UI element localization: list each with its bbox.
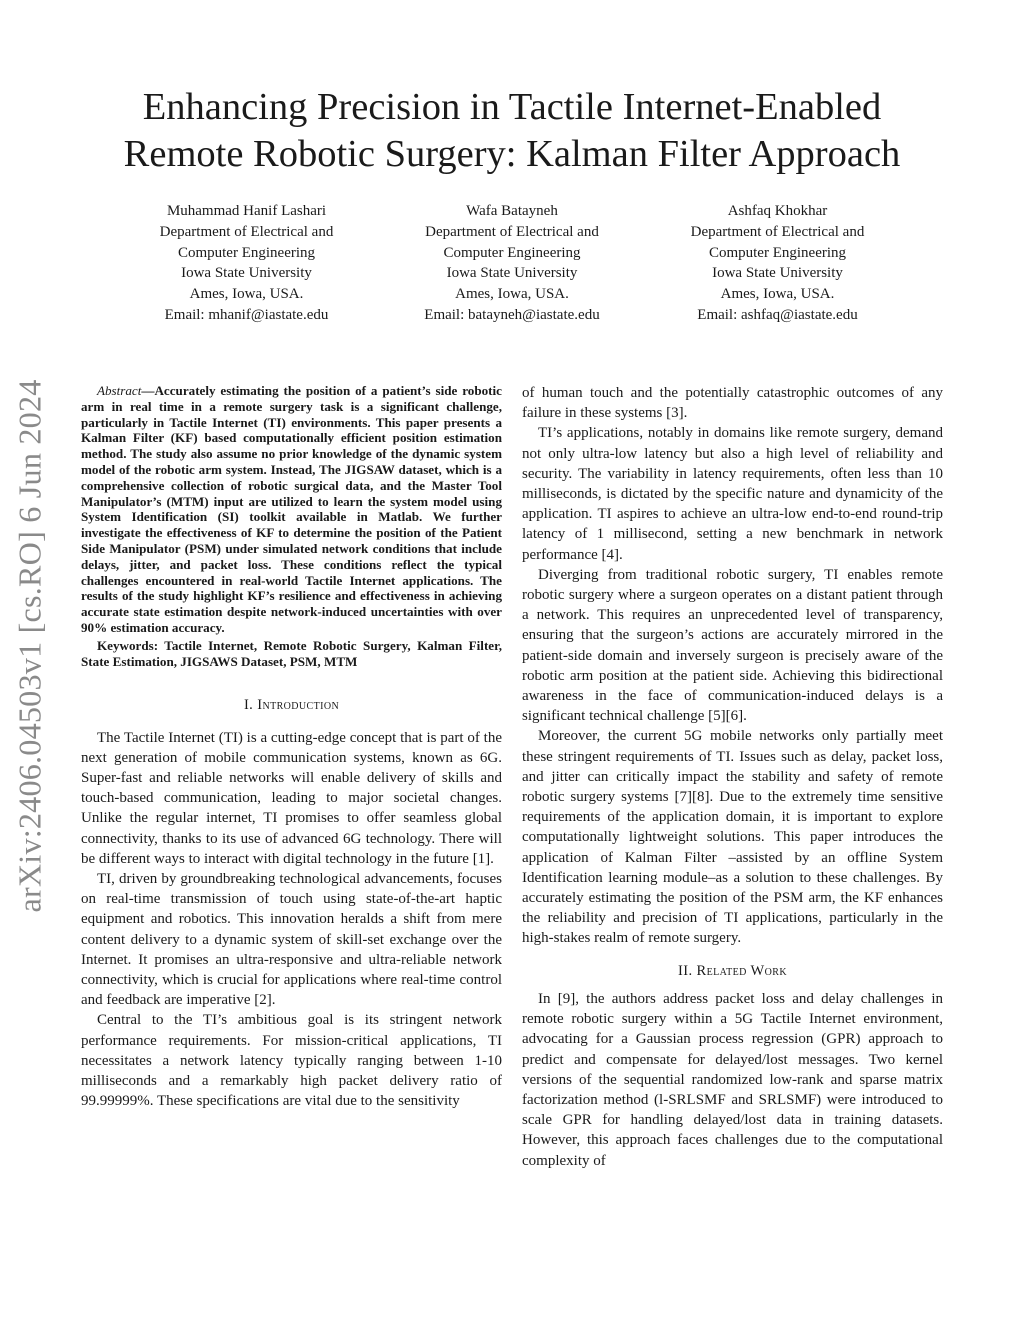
author-location: Ames, Iowa, USA. bbox=[455, 286, 569, 303]
paragraph: TI, driven by groundbreaking technological advancements, focuses on real-time transmission of touch using state-of-the-art haptic equipment and robotics. This innovation heralds a shift from mere content delivery to a dynamic system of skill-set exchange over the Internet. It promises an ultra-responsive and ultra-reliable network connectivity, which is crucial for applications where real-time control and feedback are imperative [2]. bbox=[81, 870, 502, 1009]
section-heading-introduction: I. Introduction bbox=[243, 697, 340, 714]
paragraph: Moreover, the current 5G mobile networks only partially meet these stringent requirements of TI. Issues such as delay, packet loss, and jitter can critically impact the stability and safety of remote robotic surgery systems [7][8]. Due to the extremely time sensitive requirements of the application domain, it is important to explore computationally lightweight solutions. This paper introduces the application of Kalman Filter –assisted by an offline System Identification learning module–as a solution to these challenges. By accurately estimating the position of the PSM arm, the KF enhances the reliability and precision of TI applications, particularly in the high-stakes realm of remote surgery. bbox=[522, 728, 943, 947]
author-university: Iowa State University bbox=[712, 265, 843, 282]
arxiv-sidebar bbox=[6, 362, 54, 930]
author-location: Ames, Iowa, USA. bbox=[720, 286, 835, 303]
author-dept-line1: Department of Electrical and bbox=[425, 223, 599, 240]
paper-title bbox=[40, 84, 984, 178]
title-line-1: Enhancing Precision in Tactile Internet-Enabled bbox=[142, 86, 882, 128]
paragraph-continued: of human touch and the potentially catastrophic outcomes of any failure in these systems [3]. bbox=[522, 385, 943, 422]
author-name: Wafa Batayneh bbox=[466, 203, 558, 219]
author-1 bbox=[114, 201, 379, 326]
author-name: Muhammad Hanif Lashari bbox=[166, 203, 327, 219]
paragraph: In [9], the authors address packet loss and delay challenges in remote robotic surgery within a 5G Tactile Internet environment, advocating for a Gaussian process regression (GPR) approach to predict and compensate for delayed/lost messages. Two kernel versions of the sequential randomized low-rank and sparse matrix factorization method (l-SRLSMF and SRLSMF) were introduced to scale GPR for handling delayed/lost data in training datasets. However, this approach faces challenges due to the computational complexity of bbox=[522, 990, 943, 1169]
author-name: Ashfaq Khokhar bbox=[727, 203, 828, 219]
paragraph: The Tactile Internet (TI) is a cutting-edge concept that is part of the next generation of mobile communication systems, known as 6G. Super-fast and reliable networks will enable delivery of skills and touch-based communication, leading to major societal changes. Unlike the regular internet, TI promises to offer seamless global connectivity, thanks to its use of advanced 6G technology. There will be different ways to interact with digital technology in the future [1]. bbox=[81, 729, 502, 867]
author-university: Iowa State University bbox=[446, 265, 578, 282]
paragraph: Diverging from traditional robotic surgery, TI enables remote robotic surgery where a surgeon operates on a distant patient through a network. This requires an unprecedented level of transparency, ensuring that the surgeon’s actions are accurately mirrored in the patient-side domain and inversely surgeon is precisely aware of the robotic arm position at the patient side. Achieving this bidirectional awareness in the face of communication-induced delays is a significant technical challenge [5][6]. bbox=[522, 566, 943, 725]
abstract-text: —Accurately estimating the position of a patient’s side robotic arm in real time in a remote surgery task is a significant challenge, particularly in Tactile Internet (TI) environments. This paper presents a Kalman Filter (KF) based computationally efficient position estimation method. The study also assume no prior knowledge of the dynamic system model of the robotic arm system. Instead, The JIGSAW dataset, which is a comprehensive collection of robotic surgical data, and the Master Tool Manipulator’s (MTM) input are utilized to learn the system model using System Identification (SI) toolkit available in Matlab. We further investigate the effectiveness of KF to determine the position of the Patient Side Manipulator (PSM) under simulated network conditions that include delays, jitter, and packet loss. These conditions reflect the typical challenges encountered in real-world Tactile Internet applications. The results of the study highlight KF’s resilience and effectiveness in achieving accurate state estimation despite network-induced uncertainties with over 90% estimation accuracy. bbox=[81, 383, 502, 635]
author-dept-line2: Computer Engineering bbox=[443, 244, 581, 261]
abstract-label: Abstract bbox=[97, 383, 142, 398]
author-dept-line2: Computer Engineering bbox=[708, 244, 847, 261]
author-dept-line1: Department of Electrical and bbox=[159, 223, 334, 240]
abstract bbox=[81, 383, 502, 636]
author-email: Email: mhanif@iastate.edu bbox=[164, 306, 329, 323]
arxiv-identifier: arXiv:2406.04503v1 [cs.RO] 6 Jun 2024 bbox=[11, 379, 48, 913]
keywords: Keywords: Tactile Internet, Remote Robotic Surgery, Kalman Filter, State Estimation, JIGSAWS Dataset, PSM, MTM bbox=[81, 637, 502, 669]
paragraph: Central to the TI’s ambitious goal is its stringent network performance requirements. For mission-critical applications, TI necessitates a network latency typically ranging between 1-10 milliseconds and a remarkably high packet delivery ratio of 99.99999%. These specifications are vital due to the sensitivity bbox=[81, 1012, 502, 1110]
author-email: Email: batayneh@iastate.edu bbox=[424, 306, 600, 323]
author-2 bbox=[380, 201, 645, 326]
author-dept-line1: Department of Electrical and bbox=[690, 223, 865, 240]
author-location: Ames, Iowa, USA. bbox=[189, 286, 304, 303]
author-dept-line2: Computer Engineering bbox=[177, 244, 316, 261]
section-heading-related-work: II. Related Work bbox=[678, 962, 787, 979]
left-column bbox=[81, 383, 502, 1111]
title-line-2: Remote Robotic Surgery: Kalman Filter Approach bbox=[123, 133, 901, 175]
right-column bbox=[522, 383, 943, 1171]
author-email: Email: ashfaq@iastate.edu bbox=[697, 306, 858, 323]
author-block bbox=[114, 201, 910, 326]
author-3 bbox=[645, 201, 910, 326]
author-university: Iowa State University bbox=[181, 265, 312, 282]
paragraph: TI’s applications, notably in domains like remote surgery, demand not only ultra-low latency but also a high level of reliability and security. The variability in latency requirements, often less than 10 milliseconds, is dictated by the specific nature and dynamicity of the application. TI aspires to achieve an ultra-low end-to-end round-trip latency of 1 millisecond, setting a new benchmark in network performance [4]. bbox=[522, 425, 943, 563]
